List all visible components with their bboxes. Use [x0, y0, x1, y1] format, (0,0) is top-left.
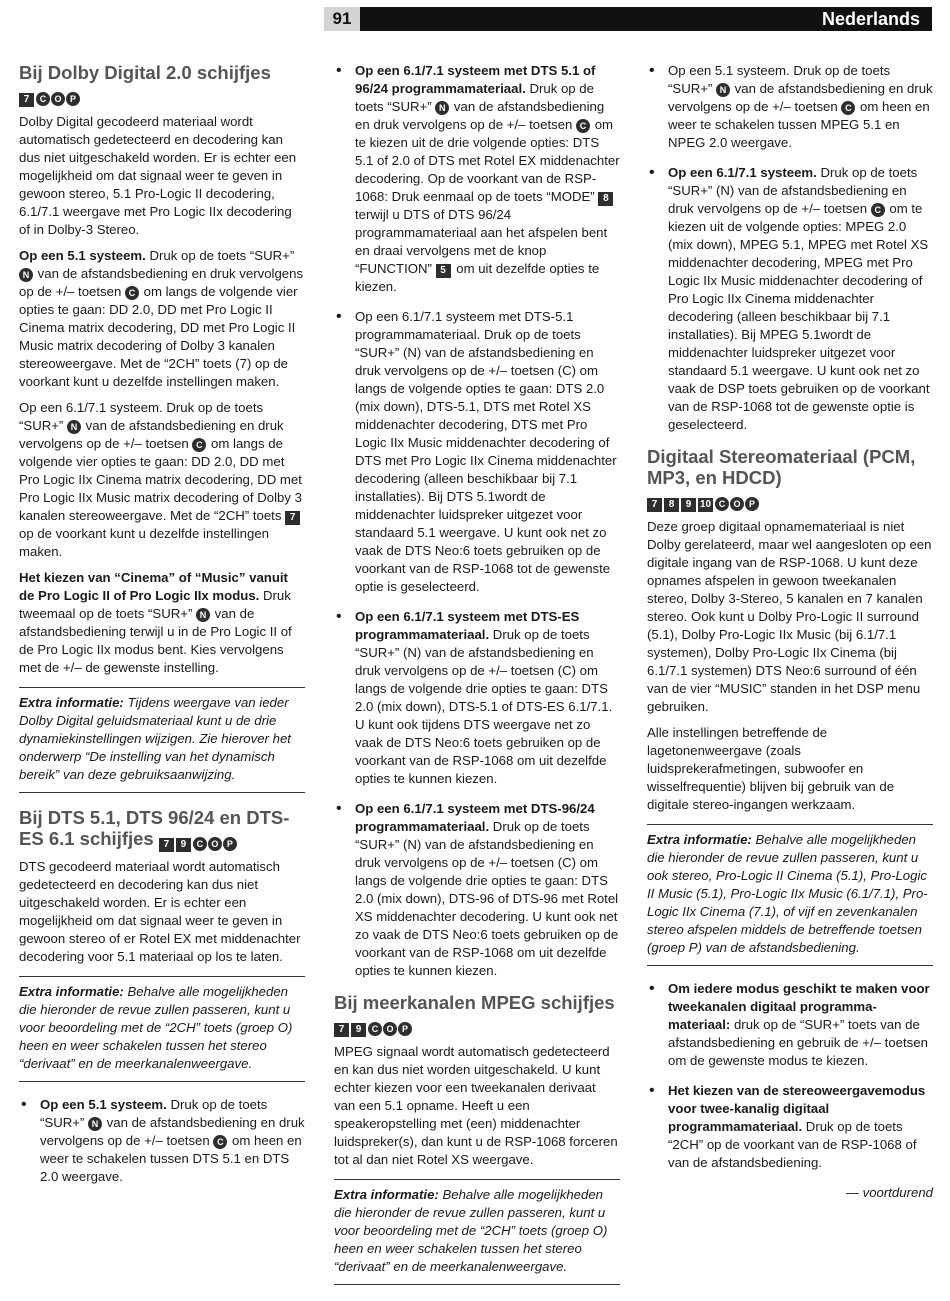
paragraph: Alle instellingen betreffende de lagetonenweergave (zoals luidsprekerafmetingen, subwoofer en wisselfrequentie) blijven bij gebruik van de digitale stereo-ingangen werkzaam.	[647, 725, 895, 812]
extra-info-box: Extra informatie: Tijdens weergave van ieder Dolby Digital geluidsmateriaal kunt u de drie dynamiekinstellingen wijzigen. Zie hierover het onderwerp “De instelling van het dynamisch bereik” van deze gebruiksaanwijzing.	[19, 687, 305, 793]
five-button-icon: 5	[436, 264, 451, 278]
bullet-list	[19, 1096, 305, 1186]
paragraph: DTS gecodeerd materiaal wordt automatisch gedetecteerd en decodering kan dus niet uitgeschakeld worden. Er is echter een mogelijkheid om dat signaal weer te geven in gewoon stereo of er Rotel EX met middenachter decodering voor 5.1 materiaal op los te laten.	[19, 859, 301, 964]
bullet-list	[647, 62, 933, 434]
extra-info-box: Extra informatie: Behalve alle mogelijkheden die hieronder de revue zullen passeren, kunt u voor beoordeling met de “2CH” toets (groep O) heen en weer schakelen tussen het stereo “derivaat” en de meerkanalenweergave.	[334, 1179, 620, 1285]
list-item: • Op een 5.1 systeem. Druk op de toets “SUR+” N van de afstandsbediening en druk vervolgens op de +/– toetsen C om heen en weer te schakelen tussen DTS 5.1 en DTS 2.0 weergave.	[19, 1096, 305, 1186]
list-item: • Op een 6.1/7.1 systeem met DTS-96/24 programmamateriaal. Druk op de toets “SUR+” (N) van de afstandsbediening en druk vervolgens op de +/– toetsen (C) om langs de volgende drie opties te gaan: DTS 2.0 (mix down), DTS-96 of DTS-96 met Rotel XS middenachter decodering. U kunt ook net zo vaak de DTS Neo:6 toets gebruiken op de voorkant van de RSP-1068 om uit dezelfde opties te kunnen kiezen.	[334, 800, 620, 980]
column-middle	[334, 62, 620, 1299]
button-group-icons: 7 9 C O P	[334, 1015, 413, 1037]
c-button-icon: C	[576, 119, 590, 133]
eight-button-icon: 8	[598, 192, 613, 206]
heading-digital-stereo: Digitaal Stereomateriaal (PCM, MP3, en HDCD) 7 8 9 10 C O P	[647, 446, 916, 510]
language-label: Nederlands	[821, 9, 920, 29]
heading-mpeg: Bij meerkanalen MPEG schijfjes 7 9 C O P	[334, 992, 615, 1035]
n-button-icon: N	[716, 83, 730, 97]
list-item: • Op een 6.1/7.1 systeem met DTS-5.1 programmamateriaal. Druk op de toets “SUR+” (N) van de afstandsbediening en druk vervolgens op de +/– toetsen (C) om langs de volgende opties te gaan: DTS 2.0 (mix down), DTS-5.1, DTS met Rotel XS middenachter decodering, DTS met Pro Logic IIx Music middenachter decodering of DTS met Pro Logic IIx Cinema middenachter decodering (alleen beschikbaar bij 7.1 installaties). Bij DTS 5.1wordt de middenachter luidspreker uitgezet voor standaard 5.1 weergave. U kunt ook net zo vaak de DTS Neo:6 toets gebruiken op de voorkant van de RSP-1068 tot de gewenste optie is geselecteerd.	[334, 308, 620, 596]
list-item: • Op een 6.1/7.1 systeem. Druk op de toets “SUR+” (N) van de afstandsbediening en druk vervolgens op de +/– toetsen C om te kiezen uit de volgende opties: MPEG 2.0 (mix down), MPEG 5.1, MPEG met Rotel XS middenachter decodering, MPEG met Pro Logic IIx Music middenachter decodering of Pro Logic IIx Cinema middenachter decodering (alleen beschikbaar bij 7.1 installaties). Bij MPEG 5.1wordt de middenachter luidspreker uitgezet voor standaard 5.1 weergave. U kunt ook net zo vaak de DSP toets gebruiken op de voorkant van de RSP-1068 tot de gewenste optie is geselecteerd.	[647, 164, 933, 434]
button-group-icons: 7 9 C O P	[159, 830, 238, 852]
continued-note: — voortdurend	[845, 1185, 933, 1200]
c-button-icon: C	[125, 286, 139, 300]
list-item: • Op een 6.1/7.1 systeem met DTS 5.1 of 96/24 programmamateriaal. Druk op de toets “SUR+” N van de afstandsbediening en druk vervolgens op de +/– toetsen C om te kiezen uit de drie volgende opties: DTS 5.1 of 2.0 of DTS met Rotel EX middenachter decodering. Op de voorkant van de RSP-1068: Druk eenmaal op de toets “MODE” 8 terwijl u DTS of DTS 96/24 programmamateriaal aan het afspelen bent en draai vervolgens met de knop “FUNCTION” 5 om uit dezelfde opties te kiezen.	[334, 62, 620, 296]
n-button-icon: N	[88, 1117, 102, 1131]
paragraph: MPEG signaal wordt automatisch gedetecteerd en kan dus niet worden uitgeschakeld. U kunt echter kiezen voor een tweekanalen derivaat van een 5.1 opname. Heeft u een speakeropstelling met (een) middenachter luidspreker(s), dan kunt u de RSP-1068 forceren tot al dan niet Rotel XS weergave.	[334, 1044, 618, 1167]
n-button-icon: N	[67, 420, 81, 434]
heading-dolby-digital: Bij Dolby Digital 2.0 schijfjes 7 C O P	[19, 62, 271, 105]
n-button-icon: N	[196, 608, 210, 622]
column-right	[647, 62, 933, 1202]
button-group-icons: 7 C O P	[19, 85, 81, 107]
paragraph: Deze groep digitaal opnamemateriaal is niet Dolby gerelateerd, maar wel aangesloten op een digitale ingang van de RSP-1068. U kunt deze opnames afspelen in gewoon tweekanalen stereo, Dolby 3-Stereo, 5 kanalen en 7 kanalen stereo. Ook kunt u Dolby Pro-Logic II surround (5.1), Dolby Pro-Logic IIx Music (bij 6.1/7.1 systemen), Dolby Pro-Logic IIx Cinema (bij 6.1/7.1 systemen) DTS Neo:6 surround of één van de vier “MUSIC” standen in het DSP menu gebruiken.	[647, 519, 932, 714]
list-item: • Om iedere modus geschikt te maken voor tweekanalen digitaal programma-materiaal: druk op de “SUR+” toets van de afstandsbediening en gebruik de +/– toetsen om de gewenste modus te kiezen.	[647, 980, 933, 1070]
page-header-bar	[324, 7, 932, 31]
extra-info-box: Extra informatie: Behalve alle mogelijkheden die hieronder de revue zullen passeren, kunt u voor beoordeling met de “2CH” toets (groep O) heen en weer schakelen tussen het stereo “derivaat” en de meerkanalenweergave.	[19, 976, 305, 1082]
extra-info-box: Extra informatie: Behalve alle mogelijkheden die hieronder de revue zullen passeren, kunt u ook stereo, Pro-Logic II Cinema (5.1), Pro-Logic II Music (5.1), Pro-Logic IIx Music (6.1/7.1), Pro-Logic IIx Cinema (7.1), of vijf en zevenkanalen stereo afspelen middels de betreffende toetsen (groep P) van de afstandsbediening.	[647, 824, 933, 966]
heading-dts: Bij DTS 5.1, DTS 96/24 en DTS-ES 6.1 schijfjes 7 9 C O P	[19, 807, 290, 850]
list-item: • Op een 6.1/7.1 systeem met DTS-ES programmamateriaal. Druk op de toets “SUR+” (N) van de afstandsbediening en druk vervolgens op de +/– toetsen (C) om langs de volgende drie opties te gaan: DTS 2.0 (mix down), DTS-5.1 of DTS-ES 6.1/7.1. U kunt ook tijdens DTS weergave net zo vaak de DTS Neo:6 toets gebruiken op de voorkant van de RSP-1068 om uit dezelfde opties te kunnen kiezen.	[334, 608, 620, 788]
n-button-icon: N	[19, 268, 33, 282]
c-button-icon: C	[213, 1135, 227, 1149]
c-button-icon: C	[841, 101, 855, 115]
bullet-list	[647, 980, 933, 1172]
page-number: 91	[324, 7, 360, 31]
paragraph: Dolby Digital gecodeerd materiaal wordt automatisch gedetecteerd en decodering kan dus niet uitgeschakeld worden. Er is echter een mogelijkheid om dat signaal weer te geven in gewoon stereo, 5.1 Pro-Logic II decodering, 6.1/7.1 weergave met Pro Logic IIx decodering of in Dolby-3 Stereo.	[19, 114, 297, 237]
c-button-icon: C	[192, 438, 206, 452]
button-group-icons: 7 8 9 10 C O P	[647, 490, 760, 512]
list-item: • Op een 5.1 systeem. Druk op de toets “SUR+” N van de afstandsbediening en druk vervolgens op de +/– toetsen C om heen en weer te schakelen tussen MPEG 5.1 en NPEG 2.0 weergave.	[647, 62, 933, 152]
bullet-list	[334, 62, 620, 980]
paragraph: Het kiezen van “Cinema” of “Music” vanuit de Pro Logic II of Pro Logic IIx modus. Druk tweemaal op de toets “SUR+” N van de afstandsbediening terwijl u in de Pro Logic II of de Pro Logic IIx modus bent. Kies vervolgens met de +/– de gewenste instelling.	[19, 570, 292, 675]
n-button-icon: N	[435, 101, 449, 115]
paragraph: Op een 5.1 systeem. Druk op de toets “SUR+” N van de afstandsbediening en druk vervolgens op de +/– toetsen C om langs de volgende vier opties te gaan: DD 2.0, DD met Pro Logic II Cinema matrix decodering, DD met Pro Logic II Music matrix decodering of Dolby 3 kanalen stereoweergave. Met de “2CH” toets (7) op de voorkant kunt u dezelfde instellingen maken.	[19, 248, 304, 389]
seven-button-icon: 7	[285, 511, 300, 525]
list-item: • Het kiezen van de stereoweergavemodus voor twee-kanalig digitaal programmamateriaal. Druk op de toets “2CH” op de voorkant van de RSP-1068 of van de afstandsbediening.	[647, 1082, 933, 1172]
column-left	[19, 62, 305, 1198]
c-button-icon: C	[871, 203, 885, 217]
paragraph: Op een 6.1/7.1 systeem. Druk op de toets “SUR+” N van de afstandsbediening en druk vervolgens op de +/– toetsen C om langs de volgende vier opties te gaan: DD 2.0, DD met Pro Logic IIx Cinema matrix decodering, DD met Pro Logic IIx Music matrix decodering of Dolby 3 kanalen stereoweergave. Met de “2CH” toets 7 op de voorkant kunt u dezelfde instellingen maken.	[19, 400, 302, 559]
